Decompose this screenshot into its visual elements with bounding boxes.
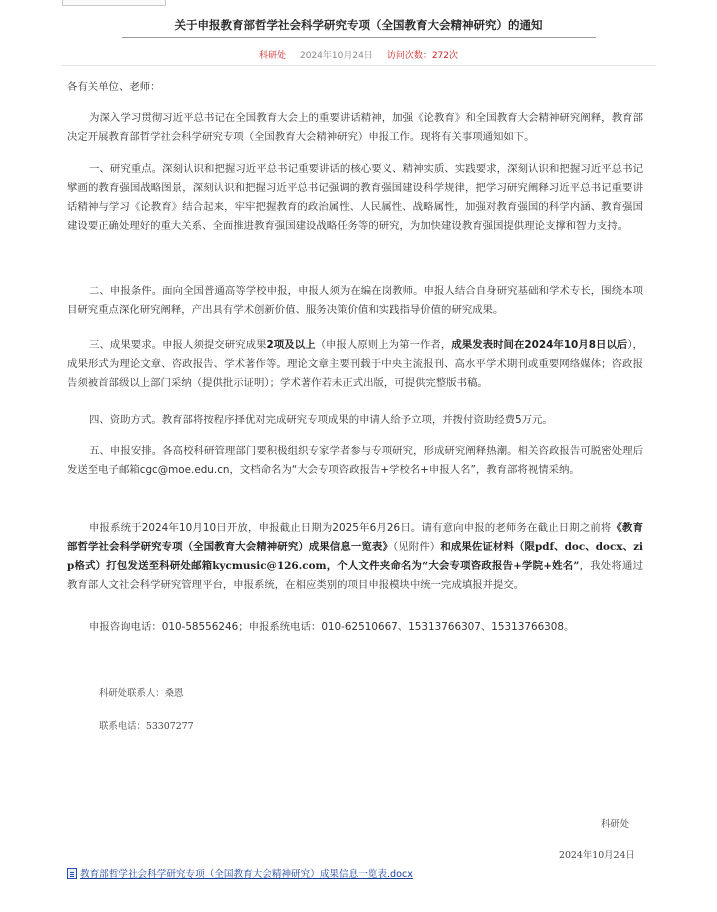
paragraph-funding: 四、资助方式。教育部将按程序择优对完成研究专项成果的申请人给予立项，并拨付资助经费5万元。	[89, 414, 553, 426]
meta-visits: 访问次数：272次	[386, 51, 458, 61]
signature-department: 科研处	[601, 819, 630, 830]
meta-date: 2024年10月24日	[300, 51, 373, 61]
notice-form-title: 《教育部哲学社会科学研究专项（全国教育大会精神研究）成果信息一览表》	[67, 522, 644, 553]
paragraph-submission	[67, 519, 643, 595]
notice-instruction: 请有意向申报的老师务在截止日期之前将	[421, 522, 612, 534]
page-title: 关于申报教育部哲学社会科学研究专项（全国教育大会精神研究）的通知	[174, 18, 543, 32]
paragraph-research-focus: 一、研究重点。深刻认识和把握习近平总书记重要讲话的核心要义、精神实质、实践要求，深刻认识和把握习近平总书记擘画的教育强国战略图景，深刻认识和把握习近平总书记强调的教育强国建设科学规律，把学习研究阐释习近平总书记重要讲话精神与学习《论教育》结合起来，牢牢把握教育的政治属性、人民属性、战略属性，加强对教育强国的科学内涵、教育强国建设要正确处理好的重大关系、全面推进教育强国建设战略任务等的研究，为加快建设教育强国提供理论支撑和智力支持。	[67, 163, 643, 232]
req-text-2: （申报人原则上为第一作者，	[315, 339, 452, 351]
browser-tab-stub	[62, 0, 166, 6]
paragraph-eligibility: 二、申报条件。面向全国普通高等学校申报，申报人须为在编在岗教师。申报人结合自身研究基础和学术专长，围绕本项目研究重点深化研究阐释，产出具有学术创新价值、服务决策价值和实践指导价值的研究成果。	[67, 285, 643, 316]
article-meta	[0, 48, 717, 61]
notice-see-attachment: （见附件）	[392, 541, 441, 553]
meta-divider	[62, 65, 656, 66]
doc-icon	[67, 868, 77, 879]
contact-phone: 联系电话：53307277	[99, 721, 194, 732]
signature-date: 2024年10月24日	[559, 850, 635, 861]
contact-person: 科研处联系人：桑恩	[99, 688, 184, 699]
notice-platform: ，我处将通过教育部人文社会科学研究管理平台，申报系统，在相应类别的项目申报模块中统一完成填报并提交。	[67, 560, 643, 591]
attachment-link[interactable]	[67, 866, 413, 880]
meta-department: 科研处	[258, 51, 286, 61]
greeting: 各有关单位、老师：	[67, 81, 161, 93]
notice-dates: 申报系统于2024年10月10日开放，申报截止日期为2025年6月26日。	[89, 522, 422, 534]
notice-materials: 和成果佐证材料（限pdf、doc、docx、zip格式）打包发送至科研处邮箱kycmusic@126.com，个人文件夹命名为“大会专项咨政报告+学院+姓名”	[67, 541, 643, 572]
req-text-1: 三、成果要求。申报人须提交研究成果	[89, 339, 267, 351]
attachment-filename[interactable]: 教育部哲学社会科学研究专项（全国教育大会精神研究）成果信息一览表.docx	[80, 869, 413, 880]
contact-phones: 申报咨询电话：010-58556246；申报系统电话：010-62510667、15313766307、15313766308。	[89, 621, 575, 633]
title-divider	[122, 37, 596, 38]
paragraph-arrangement: 五、申报安排。各高校科研管理部门要积极组织专家学者参与专项研究，形成研究阐释热潮。相关咨政报告可脱密处理后发送至电子邮箱cgc@moe.edu.cn，文档命名为“大会专项咨政报告+学校名+申报人名”，教育部将视情采纳。	[67, 445, 643, 476]
intro-paragraph: 为深入学习贯彻习近平总书记在全国教育大会上的重要讲话精神，加强《论教育》和全国教育大会精神研究阐释，教育部决定开展教育部哲学社会科学研究专项（全国教育大会精神研究）申报工作。现将有关事项通知如下。	[67, 112, 643, 143]
req-count: 2项及以上	[266, 339, 316, 351]
req-publish-date: 成果发表时间在2024年10月8日以后	[451, 339, 628, 351]
req-text-3: ），成果形式为理论文章、咨政报告、学术著作等。理论文章主要刊载于中央主流报刊、高水平学术期刊或重要网络媒体；咨政报告须被首部级以上部门采纳（提供批示证明）；学术著作若未正式出版，可提供完整版书稿。	[67, 339, 644, 389]
paragraph-output-requirements	[67, 336, 643, 393]
